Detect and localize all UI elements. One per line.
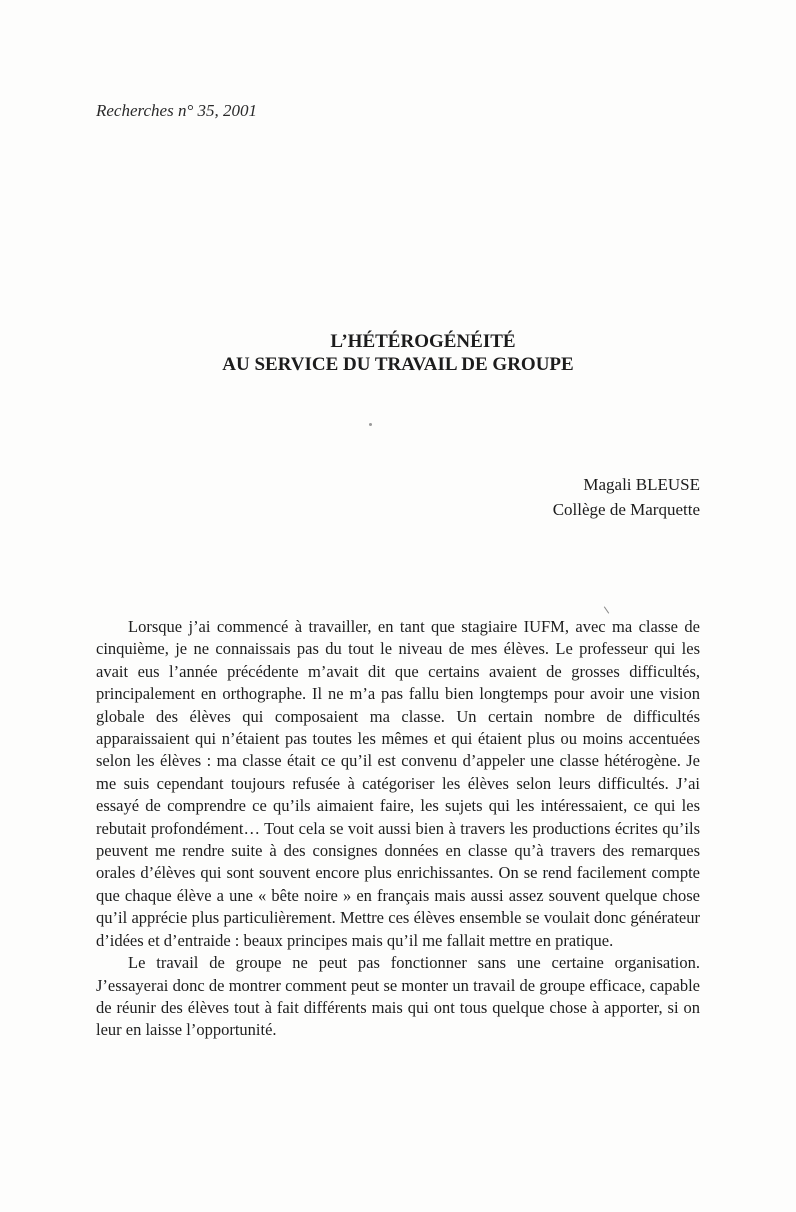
article-body (96, 616, 700, 1042)
scan-mark (604, 606, 609, 613)
scan-speck (369, 423, 372, 426)
article-title (0, 330, 796, 376)
author-block (553, 472, 700, 522)
body-paragraph-1: Lorsque j’ai commencé à travailler, en tant que stagiaire IUFM, avec ma classe de cinquième, je ne connaissais pas du tout le niveau de mes élèves. Le professeur qui les avait eus l’année précédente m’avait dit que certains avaient de grosses difficultés, principalement en orthographe. Il ne m’a pas fallu bien longtemps pour avoir une vision globale des élèves qui composaient ma classe. Un certain nombre de difficultés apparaissaient qui n’étaient pas toutes les mêmes et qui étaient plus ou moins accentuées selon les élèves : ma classe était ce qu’il est convenu d’appeler une classe hétérogène. Je me suis cependant toujours refusée à catégoriser les élèves selon leurs difficultés. J’ai essayé de comprendre ce qu’ils aimaient faire, les sujets qui les intéressaient, ce qui les rebutait profondément… Tout cela se voit aussi bien à travers les productions écrites qu’ils peuvent me rendre suite à des consignes données en classe qu’à travers des remarques orales d’élèves qui sont souvent encore plus enrichissantes. On se rend facilement compte que chaque élève a une « bête noire » en français mais aussi assez souvent quelque chose qu’il apprécie plus particulièrement. Mettre ces élèves ensemble se voulait donc générateur d’idées et d’entraide : beaux principes mais qu’il me fallait mettre en pratique. (96, 617, 700, 950)
running-header: Recherches n° 35, 2001 (96, 101, 258, 120)
body-paragraph-2: Le travail de groupe ne peut pas fonctionner sans une certaine organisation. J’essayerai donc de montrer comment peut se monter un travail de groupe efficace, capable de réunir des élèves tout à fait différents mais qui ont tous quelque chose à apporter, si on leur en laisse l’opportunité. (96, 953, 700, 1040)
title-line-2: AU SERVICE DU TRAVAIL DE GROUPE (222, 354, 574, 375)
author-name: Magali BLEUSE (583, 475, 700, 494)
author-affiliation: Collège de Marquette (552, 500, 700, 519)
title-line-1: L’HÉTÉROGÉNÉITÉ (330, 331, 516, 352)
